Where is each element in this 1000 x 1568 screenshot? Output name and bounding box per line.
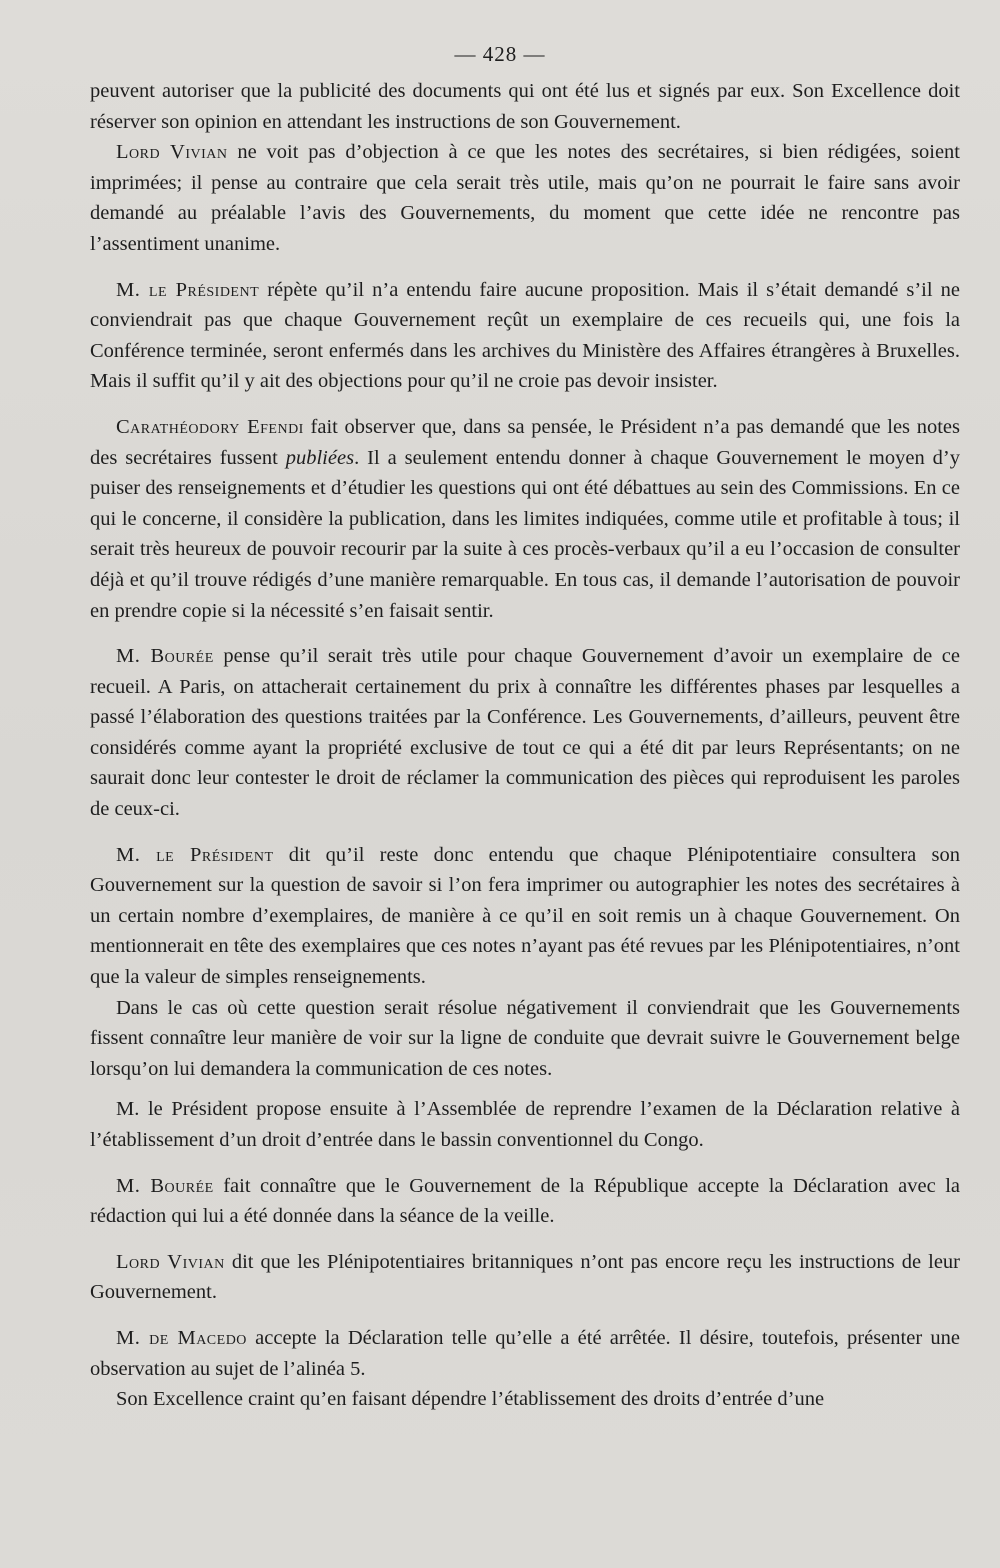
paragraph (90, 1247, 960, 1308)
text-run: accepte la Déclaration telle qu’elle a été arrêtée. Il désire, toutefois, présenter une observation au sujet de l’alinéa 5. (90, 1326, 960, 1380)
text-run: peuvent autoriser que la publicité des documents qui ont été lus et signés par eux. Son Excellence doit réserver son opinion en attendant les instructions de son Gouvernement. (90, 80, 960, 133)
text-run: Son Excellence craint qu’en faisant dépendre l’établissement des droits d’entrée d’une (116, 1388, 825, 1411)
paragraph (90, 1094, 960, 1155)
text-run: . Il a seulement entendu donner à chaque Gouvernement le moyen d’y puiser des renseignements et d’étudier les questions qui ont été débattues au sein des Commissions. En ce qui le concerne, il considère la publication, dans les limites indiquées, comme utile et profitable à tous; il serait très heureux de pouvoir recourir par la suite à ces procès-verbaux qu’il a eu l’occasion de consulter déjà et qu’il trouve rédigés d’une manière remarquable. En tous cas, il demande l’autorisation de pouvoir en prendre copie si la nécessité s’en faisait sentir. (90, 446, 960, 622)
text-run: fait connaître que le Gouvernement de la République accepte la Déclaration avec la rédaction qui lui a été donnée dans la séance de la veille. (90, 1174, 960, 1228)
speaker-name: M. Bourée (116, 645, 214, 668)
italic-term: publiées (285, 446, 355, 469)
text-run: dit que les Plénipotentiaires britanniques n’ont pas encore reçu les instructions de leur Gouvernement. (90, 1250, 960, 1304)
text-run: M. le Président propose ensuite à l’Assemblée de reprendre l’examen de la Déclaration relative à l’établissement d’un droit d’entrée dans le bassin conventionnel du Congo. (90, 1098, 960, 1151)
text-run: dit qu’il reste donc entendu que chaque Plénipotentiaire consultera son Gouvernement sur la question de savoir si l’on fera imprimer ou autographier les notes des secrétaires à un certain nombre d’exemplaires, de manière à ce qu’il en soit remis un à chaque Gouvernement. On mentionnerait en tête des exemplaires que ces notes n’ayant pas été revues par les Plénipotentiaires, n’ont que la valeur de simples renseignements. (90, 843, 960, 989)
text-run: pense qu’il serait très utile pour chaque Gouvernement d’avoir un exemplaire de ce recueil. A Paris, on attacherait certainement du prix à connaître les différentes phases par lesquelles a passé l’élaboration des questions traitées par la Conférence. Les Gouvernements, d’ailleurs, peuvent être considérés comme ayant la propriété exclusive de tout ce qui a été dit par leurs Représentants; on ne saurait donc leur contester le droit de réclamer la communication des pièces qui reproduisent les paroles de ceux-ci. (90, 645, 960, 821)
body-text (90, 76, 960, 1415)
paragraph (90, 76, 960, 137)
paragraph (90, 641, 960, 825)
speaker-name: M. le Président (116, 843, 274, 866)
speaker-name: Lord Vivian (116, 1250, 225, 1273)
speaker-name: M. de Macedo (116, 1326, 247, 1349)
speaker-name: M. le Président (116, 278, 260, 301)
text-run: fait observer que, dans sa pensée, le Président n’a pas demandé que les notes des secrétaires fussent (90, 415, 960, 469)
paragraph (90, 993, 960, 1085)
paragraph (90, 412, 960, 626)
page-number: — 428 — (454, 42, 546, 66)
speaker-name: M. Bourée (116, 1174, 214, 1197)
text-run: ne voit pas d’objection à ce que les notes des secrétaires, si bien rédigées, soient imprimées; il pense au contraire que cela serait très utile, mais qu’on ne pourrait le faire sans avoir demandé au préalable l’avis des Gouvernements, du moment que cette idée ne rencontre pas l’assentiment unanime. (90, 141, 961, 255)
paragraph (90, 1323, 960, 1384)
paragraph (90, 1171, 960, 1232)
paragraph (90, 1384, 960, 1415)
text-run: Dans le cas où cette question serait résolue négativement il conviendrait que les Gouvernements fissent connaître leur manière de voir sur la ligne de conduite que devrait suivre le Gouvernement belge lorsqu’on lui demandera la communication de ces notes. (90, 996, 960, 1080)
paragraph (90, 275, 960, 397)
paragraph (90, 840, 960, 993)
text-run: répète qu’il n’a entendu faire aucune proposition. Mais il s’était demandé s’il ne conviendrait pas que chaque Gouvernement reçût un exemplaire de ces recueils qui, une fois la Conférence terminée, seront enfermés dans les archives du Ministère des Affaires étrangères à Bruxelles. Mais il suffit qu’il y ait des objections pour qu’il ne croie pas devoir insister. (90, 278, 960, 393)
paragraph (90, 137, 960, 259)
speaker-name: Lord Vivian (116, 141, 228, 164)
speaker-name: Carathéodory Efendi (116, 415, 304, 438)
